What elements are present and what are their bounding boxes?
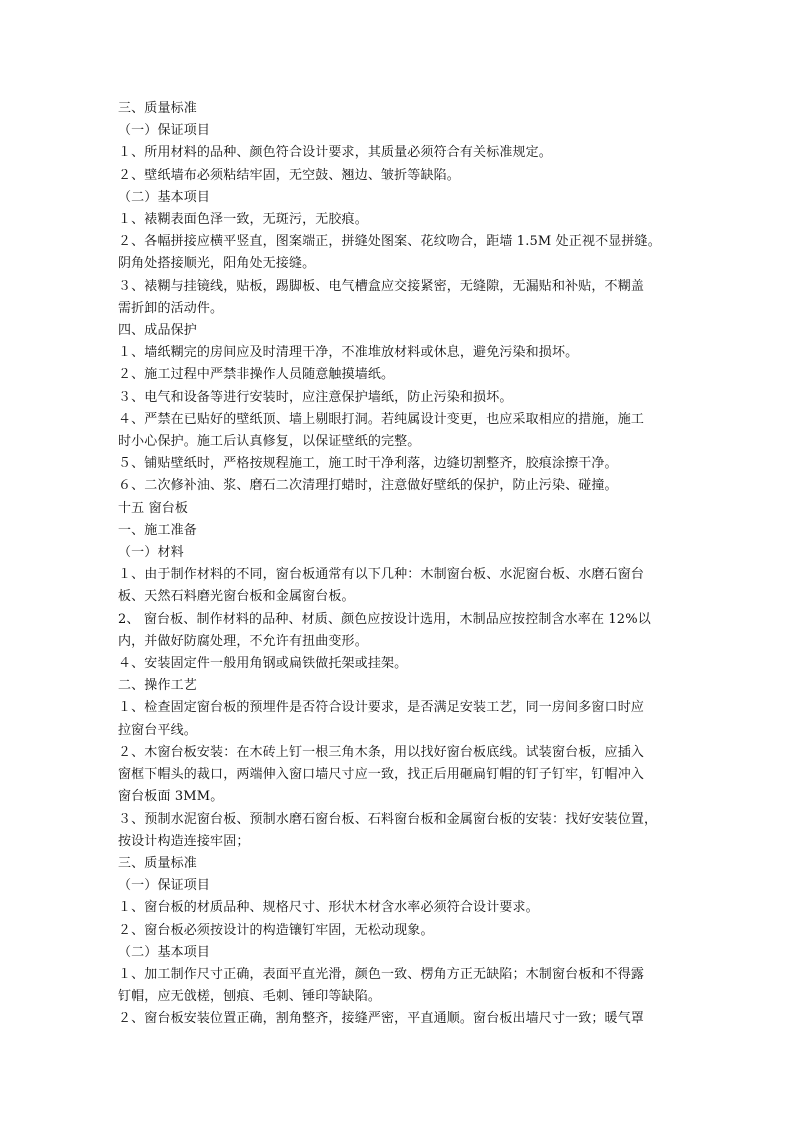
text-line: ４、严禁在已贴好的壁纸顶、墙上剔眼打洞。若纯属设计变更，也应采取相应的措施，施工 [118,411,645,427]
text-line: 窗台板面 3MM。 [118,789,224,805]
text-line: 钉帽，应无戗槎，刨痕、毛刺、锤印等缺陷。 [118,989,382,1005]
text-line: １、检查固定窗台板的预埋件是否符合设计要求，是否满足安装工艺，同一房间多窗口时应 [118,700,645,716]
subsection-heading: （二）基本项目 [118,189,211,205]
text-line: 时小心保护。施工后认真修复，以保证壁纸的完整。 [118,434,421,450]
text-line: ４、安装固定件一般用角钢或扁铁做托架或挂架。 [118,656,408,672]
text-line: ３、裱糊与挂镜线，贴板，踢脚板、电气槽盒应交接紧密，无缝隙，无漏贴和补贴，不糊盖 [118,278,645,294]
text-line: 拉窗台平线。 [118,722,197,738]
section-heading: 二、操作工艺 [118,678,197,694]
chapter-heading: 十五 窗台板 [118,500,189,516]
text-line: ２、壁纸墙布必须粘结牢固，无空鼓、翘边、皱折等缺陷。 [118,167,460,183]
document-body [118,98,681,1031]
text-line: 阴角处搭接顺光，阳角处无接缝。 [118,256,316,272]
text-line: 2、 窗台板、制作材料的品种、材质、颜色应按设计选用，木制品应按控制含水率在 12%以 [118,611,651,627]
section-heading: 四、成品保护 [118,323,197,339]
text-line: １、加工制作尺寸正确，表面平直光滑，颜色一致、楞角方正无缺陷；木制窗台板和不得露 [118,966,645,982]
text-line: ５、铺贴壁纸时，严格按规程施工，施工时干净利落，边缝切割整齐，胶痕涂擦干净。 [118,456,618,472]
text-line: １、裱糊表面色泽一致，无斑污，无胶痕。 [118,212,368,228]
text-line: １、窗台板的材质品种、规格尺寸、形状木材含水率必须符合设计要求。 [118,900,539,916]
text-line: 窗框下帽头的裁口，两端伸入窗口墙尺寸应一致，找正后用砸扁钉帽的钉子钉牢，钉帽冲入 [118,767,645,783]
section-heading: 一、施工准备 [118,522,197,538]
text-line: ２、施工过程中严禁非操作人员随意触摸墙纸。 [118,367,395,383]
section-heading: 三、质量标准 [118,855,197,871]
text-line: ３、电气和设备等进行安装时，应注意保护墙纸，防止污染和损坏。 [118,389,513,405]
text-line: 按设计构造连接牢固； [118,833,250,849]
text-line: ２、木窗台板安装：在木砖上钉一根三角木条，用以找好窗台板底线。试装窗台板，应插入 [118,744,645,760]
subsection-heading: （一）保证项目 [118,123,211,139]
subsection-heading: （一）材料 [118,545,184,561]
subsection-heading: （二）基本项目 [118,944,211,960]
text-line: １、墙纸糊完的房间应及时清理干净，不准堆放材料或休息，避免污染和损坏。 [118,345,579,361]
text-line: １、由于制作材料的不同，窗台板通常有以下几种：木制窗台板、水泥窗台板、水磨石窗台 [118,567,645,583]
text-line: 需折卸的活动件。 [118,300,224,316]
text-line: ２、各幅拼接应横平竖直，图案端正，拼缝处图案、花纹吻合，距墙 1.5M 处正视不显拼缝。 [118,234,661,250]
text-line: 板、天然石料磨光窗台板和金属窗台板。 [118,589,355,605]
text-line: ２、窗台板安装位置正确，割角整齐，接缝严密，平直通顺。窗台板出墙尺寸一致；暖气罩 [118,1011,645,1027]
text-line: ３、预制水泥窗台板、预制水磨石窗台板、石料窗台板和金属窗台板的安装：找好安装位置， [118,811,658,827]
text-line: １、所用材料的品种、颜色符合设计要求，其质量必须符合有关标准规定。 [118,145,552,161]
section-heading: 三、质量标准 [118,101,197,116]
text-line: ２、窗台板必须按设计的构造镶钉牢固，无松动现象。 [118,922,434,938]
subsection-heading: （一）保证项目 [118,878,211,894]
text-line: 内，并做好防腐处理，不允许有扭曲变形。 [118,633,368,649]
text-line: ６、二次修补油、浆、磨石二次清理打蜡时，注意做好壁纸的保护，防止污染、碰撞。 [118,478,618,494]
